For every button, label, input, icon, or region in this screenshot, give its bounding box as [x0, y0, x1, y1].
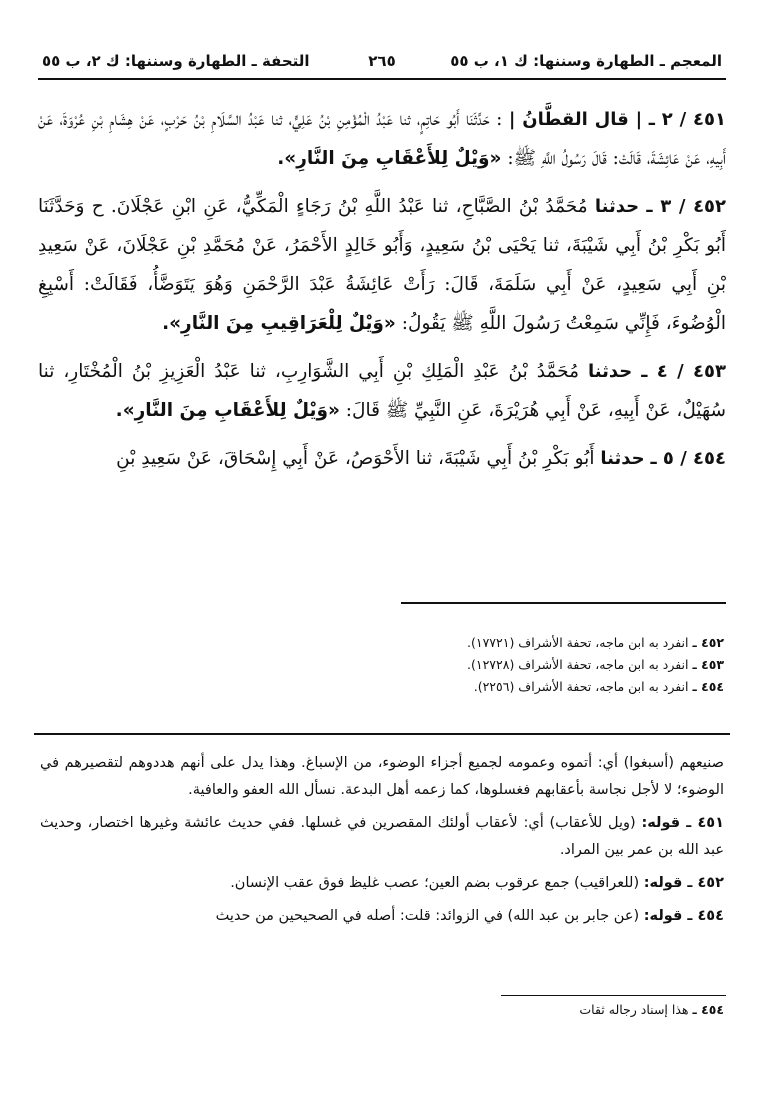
footnote-text: انفرد به ابن ماجه، تحفة الأشراف (١٧٧٢١).: [467, 635, 689, 650]
bottom-note: [579, 1002, 724, 1017]
footnote-number: ٤٥٣ ـ: [692, 657, 724, 672]
hadith-454: [38, 439, 726, 478]
commentary-number: ٤٥٤ ـ قوله:: [643, 908, 724, 924]
hadith-number: ٤٥١ / ٢ ـ: [648, 109, 727, 130]
hadith-452: [38, 187, 726, 343]
hadith-number: ٤٥٣ / ٤ ـ: [641, 361, 727, 382]
commentary-paragraph: [40, 750, 724, 804]
footnote-item: [467, 632, 724, 654]
footnote-text: انفرد به ابن ماجه، تحفة الأشراف (١٢٧٢٨).: [467, 657, 689, 672]
hadith-451: [38, 100, 726, 178]
hadith-453: [38, 352, 726, 430]
narrator-lead: حدثنا: [594, 196, 640, 217]
bottom-note-divider: [501, 995, 726, 996]
hadith-body: مُحَمَّدُ بْنُ عَبْدِ الْمَلِكِ بْنِ أَبِي الشَّوَارِبِ، ثنا عَبْدُ الْعَزِيزِ بْنُ الْمُخْتَارِ، ثنا سُهَيْلٌ، عَنْ أَبِيهِ، عَنْ أَبِي هُرَيْرَةَ، عَنِ النَّبِيِّ ﷺ قَالَ:: [38, 361, 726, 421]
hadith-quote: «وَيْلٌ لِلأَعْقَابِ مِنَ النَّارِ».: [277, 148, 502, 169]
commentary-number: ٤٥١ ـ قوله:: [641, 815, 724, 831]
commentary-section: [40, 750, 724, 936]
commentary-paragraph: [40, 810, 724, 864]
bottom-note-number: ٤٥٤ ـ: [692, 1002, 724, 1017]
narrator-lead: | قال القطَّانُ |: [508, 109, 643, 130]
footnote-item: [467, 676, 724, 698]
commentary-number: ٤٥٢ ـ قوله:: [643, 875, 724, 891]
header-left-title: التحفة ـ الطهارة وسننها: ك ٢، ب ٥٥: [42, 52, 310, 70]
footnote-number: ٤٥٤ ـ: [692, 679, 724, 694]
hadith-text: [38, 100, 726, 487]
commentary-divider: [34, 733, 730, 735]
footnote-text: انفرد به ابن ماجه، تحفة الأشراف (٢٢٥٦).: [473, 679, 689, 694]
footnote-item: [467, 654, 724, 676]
header-right-title: المعجم ـ الطهارة وسننها: ك ١، ب ٥٥: [450, 52, 722, 70]
commentary-paragraph: [40, 870, 724, 897]
page-header: [38, 48, 726, 80]
footnote-number: ٤٥٢ ـ: [692, 635, 724, 650]
hadith-body: مُحَمَّدُ بْنُ الصَّبَّاحِ، ثنا عَبْدُ اللَّهِ بْنُ رَجَاءٍ الْمَكِّيُّ، عَنِ ابْنِ عَجْلَانَ. ح وَحَدَّثَنَا أَبُو بَكْرِ بْنُ أَبِي شَيْبَةَ، ثنا يَحْيَى بْنُ سَعِيدٍ، وَأَبُو خَالِدٍ الأَحْمَرُ، عَنْ مُحَمَّدِ بْنِ عَجْلَانَ، عَنْ سَعِيدِ بْنِ أَبِي سَعِيدٍ، عَنْ أَبِي سَلَمَةَ، قَالَ: رَأَتْ عَائِشَةُ عَبْدَ الرَّحْمَنِ وَهُوَ يَتَوَضَّأُ، فَقَالَتْ: أَسْبِغِ الْوُضُوءَ، فَإِنِّي سَمِعْتُ رَسُولَ اللَّهِ ﷺ يَقُولُ:: [38, 196, 726, 334]
footnote-divider: [401, 602, 726, 604]
narrator-lead: حدثنا: [588, 361, 633, 382]
hadith-quote: «وَيْلٌ لِلْعَرَاقِيبِ مِنَ النَّارِ».: [162, 313, 396, 334]
takhrij-footnotes: [467, 632, 724, 698]
commentary-text: (ويل للأعقاب) أي: لأعقاب أولئك المقصرين في غسلها. ففي حديث عائشة وغيرها اختصار، وحديث عبد الله بن عمر بين المراد.: [40, 815, 724, 858]
hadith-body: : حَدَّثَنَا أَبُو حَاتِمٍ، ثنا عَبْدُ الْمُؤْمِنِ بْنُ عَلِيٍّ، ثنا عَبْدُ السَّلَامِ بْنُ حَرْبٍ، عَنْ هِشَامِ بْنِ عُرْوَةَ، عَنْ أَبِيهِ، عَنْ عَائِشَةَ، قَالَتْ: قَالَ رَسُولُ اللَّهِ ﷺ:: [38, 109, 726, 169]
hadith-number: ٤٥٤ / ٥ ـ: [650, 448, 726, 469]
bottom-note-text: هذا إسناد رجاله ثقات: [579, 1002, 689, 1017]
commentary-paragraph: [40, 903, 724, 930]
commentary-text: (عن جابر بن عبد الله) في الزوائد: قلت: أصله في الصحيحين من حديث: [215, 908, 640, 924]
hadith-quote: «وَيْلٌ لِلأَعْقَابِ مِنَ النَّارِ».: [115, 400, 340, 421]
hadith-number: ٤٥٢ / ٣ ـ: [646, 196, 727, 217]
page-number: ٢٦٥: [368, 52, 396, 70]
commentary-text: صنيعهم (أسبغوا) أي: أتموه وعمومه لجميع أجزاء الوضوء، من الإسباغ. وهذا يدل على أنهم هددوهم لتقصيرهم في الوضوء؛ لا لأجل نجاسة بأعقابهم فغسلوها، كما زعمه أهل البدعة. نسأل الله العفو والعافية.: [40, 755, 724, 798]
hadith-body: أَبُو بَكْرِ بْنُ أَبِي شَيْبَةَ، ثنا الأَحْوَصُ، عَنْ أَبِي إِسْحَاقَ، عَنْ سَعِيدِ بْنِ: [116, 448, 595, 469]
commentary-text: (للعراقيب) جمع عرقوب بضم العين؛ عصب غليظ فوق عقب الإنسان.: [230, 875, 640, 891]
narrator-lead: حدثنا: [600, 448, 645, 469]
